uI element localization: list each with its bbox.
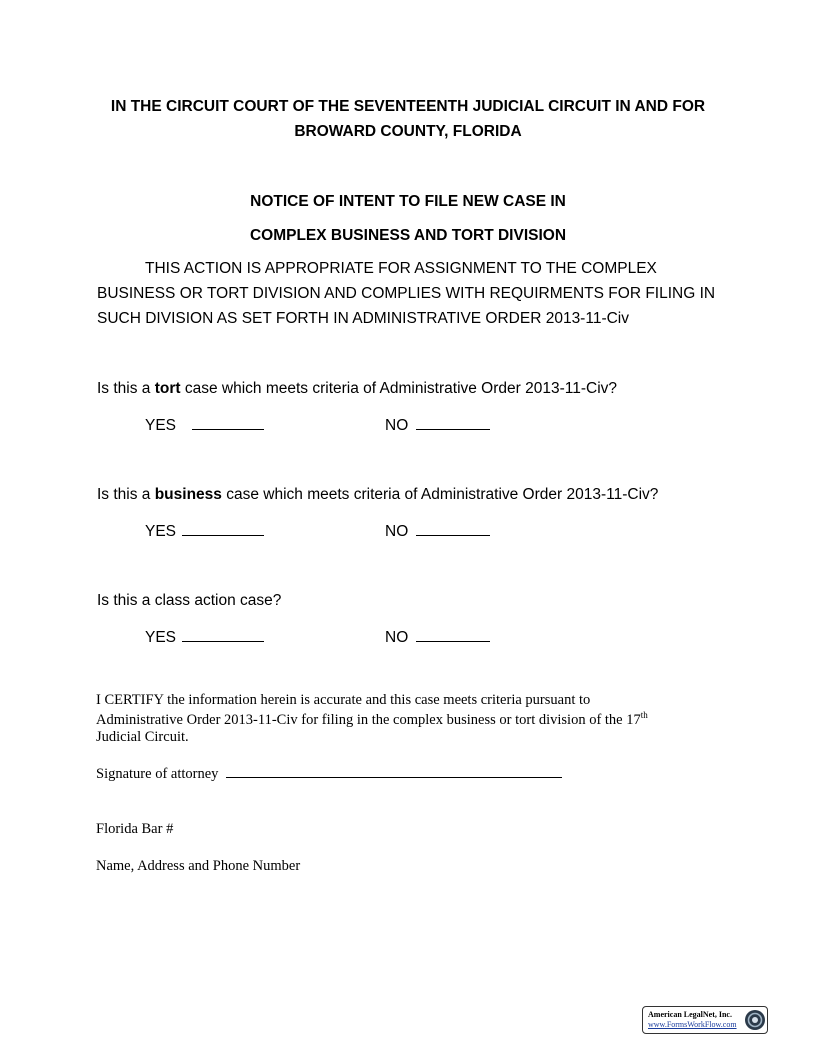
statement-line-3: SUCH DIVISION AS SET FORTH IN ADMINISTRATIVE ORDER 2013-11-Civ [97,310,629,327]
class-no-label: NO [385,629,409,646]
statement-line-2: BUSINESS OR TORT DIVISION AND COMPLIES WITH REQUIRMENTS FOR FILING IN [97,285,716,302]
business-no-blank[interactable] [416,521,490,536]
business-yes-blank[interactable] [182,521,264,536]
certify-line-2-sup: th [640,710,648,720]
logo-url: www.FormsWorkFlow.com [648,1020,737,1029]
certify-line-3: Judicial Circuit. [96,729,189,745]
question-business-post: case which meets criteria of Administrative Order 2013-11-Civ? [221,486,659,503]
class-no-blank[interactable] [416,627,490,642]
tort-no-blank[interactable] [416,415,490,430]
logo-company: American LegalNet, Inc. [648,1010,732,1019]
class-yes-label: YES [145,629,177,646]
business-no-label: NO [385,523,409,540]
business-yes-option [145,521,264,541]
tort-yes-blank[interactable] [192,415,264,430]
question-class-action-text: Is this a class action case? [97,592,282,609]
notice-title-line-2: COMPLEX BUSINESS AND TORT DIVISION [249,227,567,244]
signature-row [96,765,562,783]
tort-yes-label: YES [145,417,177,434]
signature-blank[interactable] [226,765,562,778]
business-no-option [385,521,490,541]
question-business-bold: business [154,486,222,503]
certify-line-1: I CERTIFY the information herein is accurate and this case meets criteria pursuant to [96,692,591,708]
question-tort-bold: tort [154,380,181,397]
court-heading-line-1: IN THE CIRCUIT COURT OF THE SEVENTEENTH JUDICIAL CIRCUIT IN AND FOR [110,98,706,115]
tort-yes-option [145,415,264,435]
american-legalnet-logo [642,1006,768,1034]
court-heading-line-2: BROWARD COUNTY, FLORIDA [294,123,522,140]
question-tort [97,380,617,398]
certify-line-2 [96,710,648,729]
class-yes-blank[interactable] [182,627,264,642]
question-tort-pre: Is this a [97,380,155,397]
question-business-pre: Is this a [97,486,155,503]
florida-bar-label: Florida Bar # [96,821,174,837]
signature-label: Signature of attorney [96,766,219,782]
statement-line-1: THIS ACTION IS APPROPRIATE FOR ASSIGNMENT TO THE COMPLEX [145,260,657,277]
class-yes-option [145,627,264,647]
question-business [97,486,658,504]
name-address-phone-label: Name, Address and Phone Number [96,858,301,874]
business-yes-label: YES [145,523,177,540]
notice-title-line-1: NOTICE OF INTENT TO FILE NEW CASE IN [250,193,566,210]
class-no-option [385,627,490,647]
tort-no-option [385,415,490,435]
certify-line-2-text: Administrative Order 2013-11-Civ for filing in the complex business or tort division of the 17 [96,711,641,728]
tort-no-label: NO [385,417,409,434]
globe-icon [744,1009,766,1031]
question-tort-post: case which meets criteria of Administrative Order 2013-11-Civ? [180,380,618,397]
question-class-action [97,592,281,610]
